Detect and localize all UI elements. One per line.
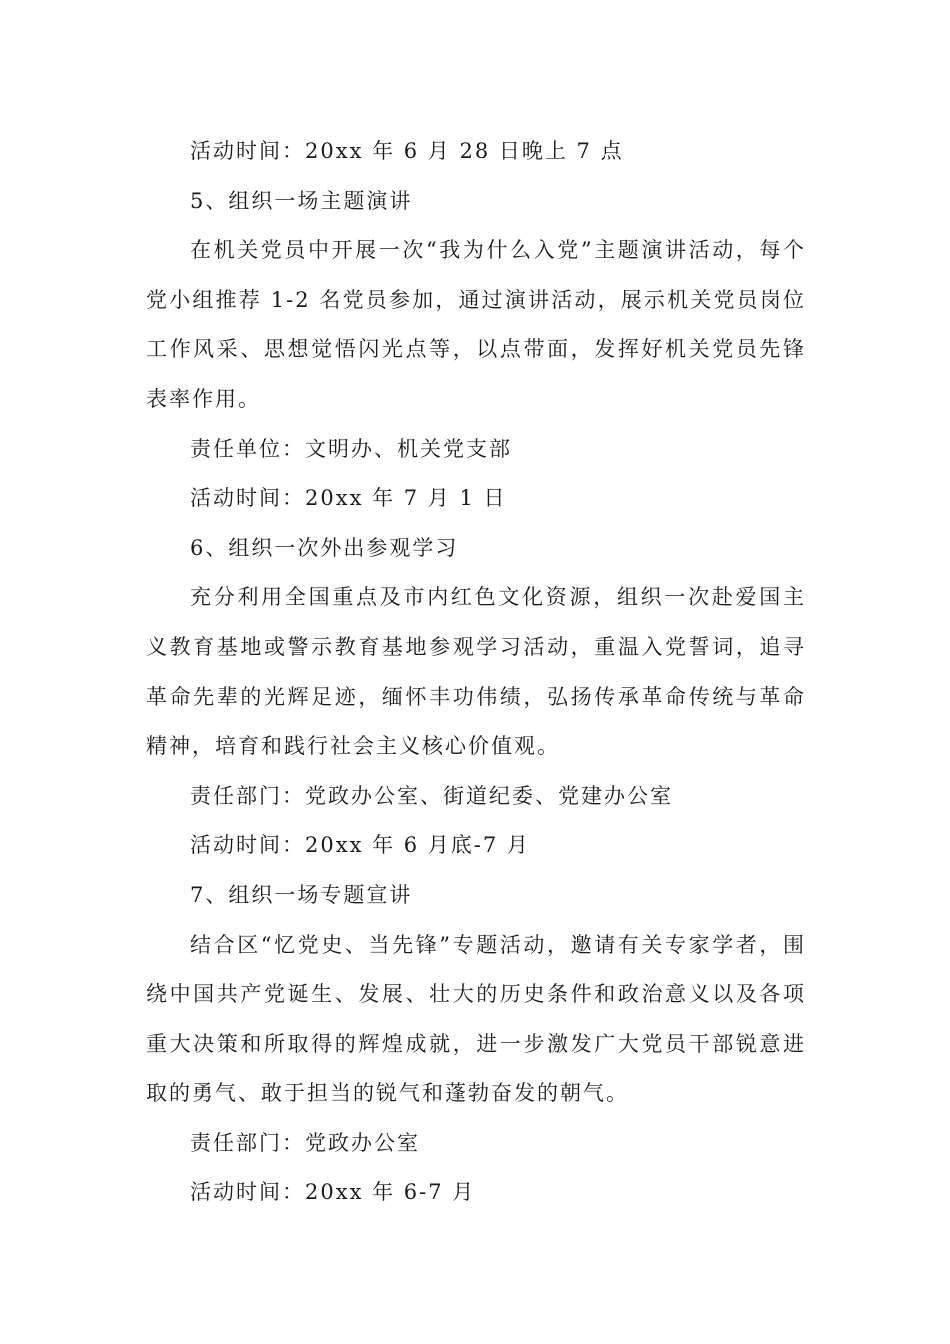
section-heading-5: 5、组织一场主题演讲	[190, 188, 413, 213]
section-heading-7: 7、组织一场专题宣讲	[190, 882, 413, 907]
paragraph-speech-description: 在机关党员中开展一次“我为什么入党”主题演讲活动，每个党小组推荐 1-2 名党员参加，通过演讲活动，展示机关党员岗位工作风采、思想觉悟闪光点等，以点带面，发挥好机关党员先锋表率作用。	[146, 238, 806, 411]
section-heading-6: 6、组织一次外出参观学习	[190, 535, 459, 560]
paragraph-activity-time-1: 活动时间：20xx 年 6 月 28 日晚上 7 点	[190, 139, 624, 163]
paragraph-responsible-dept-6: 责任部门：党政办公室、街道纪委、党建办公室	[190, 783, 673, 808]
paragraph-lecture-description: 结合区“忆党史、当先锋”专题活动，邀请有关专家学者，围绕中国共产党诞生、发展、壮大的历史条件和政治意义以及各项重大决策和所取得的辉煌成就，进一步激发广大党员干部锐意进取的勇气、敢于担当的锐气和蓬勃奋发的朝气。	[146, 932, 806, 1106]
paragraph-responsible-unit-5: 责任单位：文明办、机关党支部	[190, 436, 512, 461]
paragraph-responsible-dept-7: 责任部门：党政办公室	[190, 1130, 420, 1155]
paragraph-activity-time-5: 活动时间：20xx 年 7 月 1 日	[190, 486, 507, 511]
paragraph-activity-time-6: 活动时间：20xx 年 6 月底-7 月	[190, 833, 530, 858]
paragraph-activity-time-7: 活动时间：20xx 年 6-7 月	[190, 1180, 476, 1205]
paragraph-visit-description: 充分利用全国重点及市内红色文化资源，组织一次赴爱国主义教育基地或警示教育基地参观学习活动，重温入党誓词，追寻革命先辈的光辉足迹，缅怀丰功伟绩，弘扬传承革命传统与革命精神，培育和践行社会主义核心价值观。	[146, 585, 806, 759]
document-body	[146, 127, 806, 1218]
